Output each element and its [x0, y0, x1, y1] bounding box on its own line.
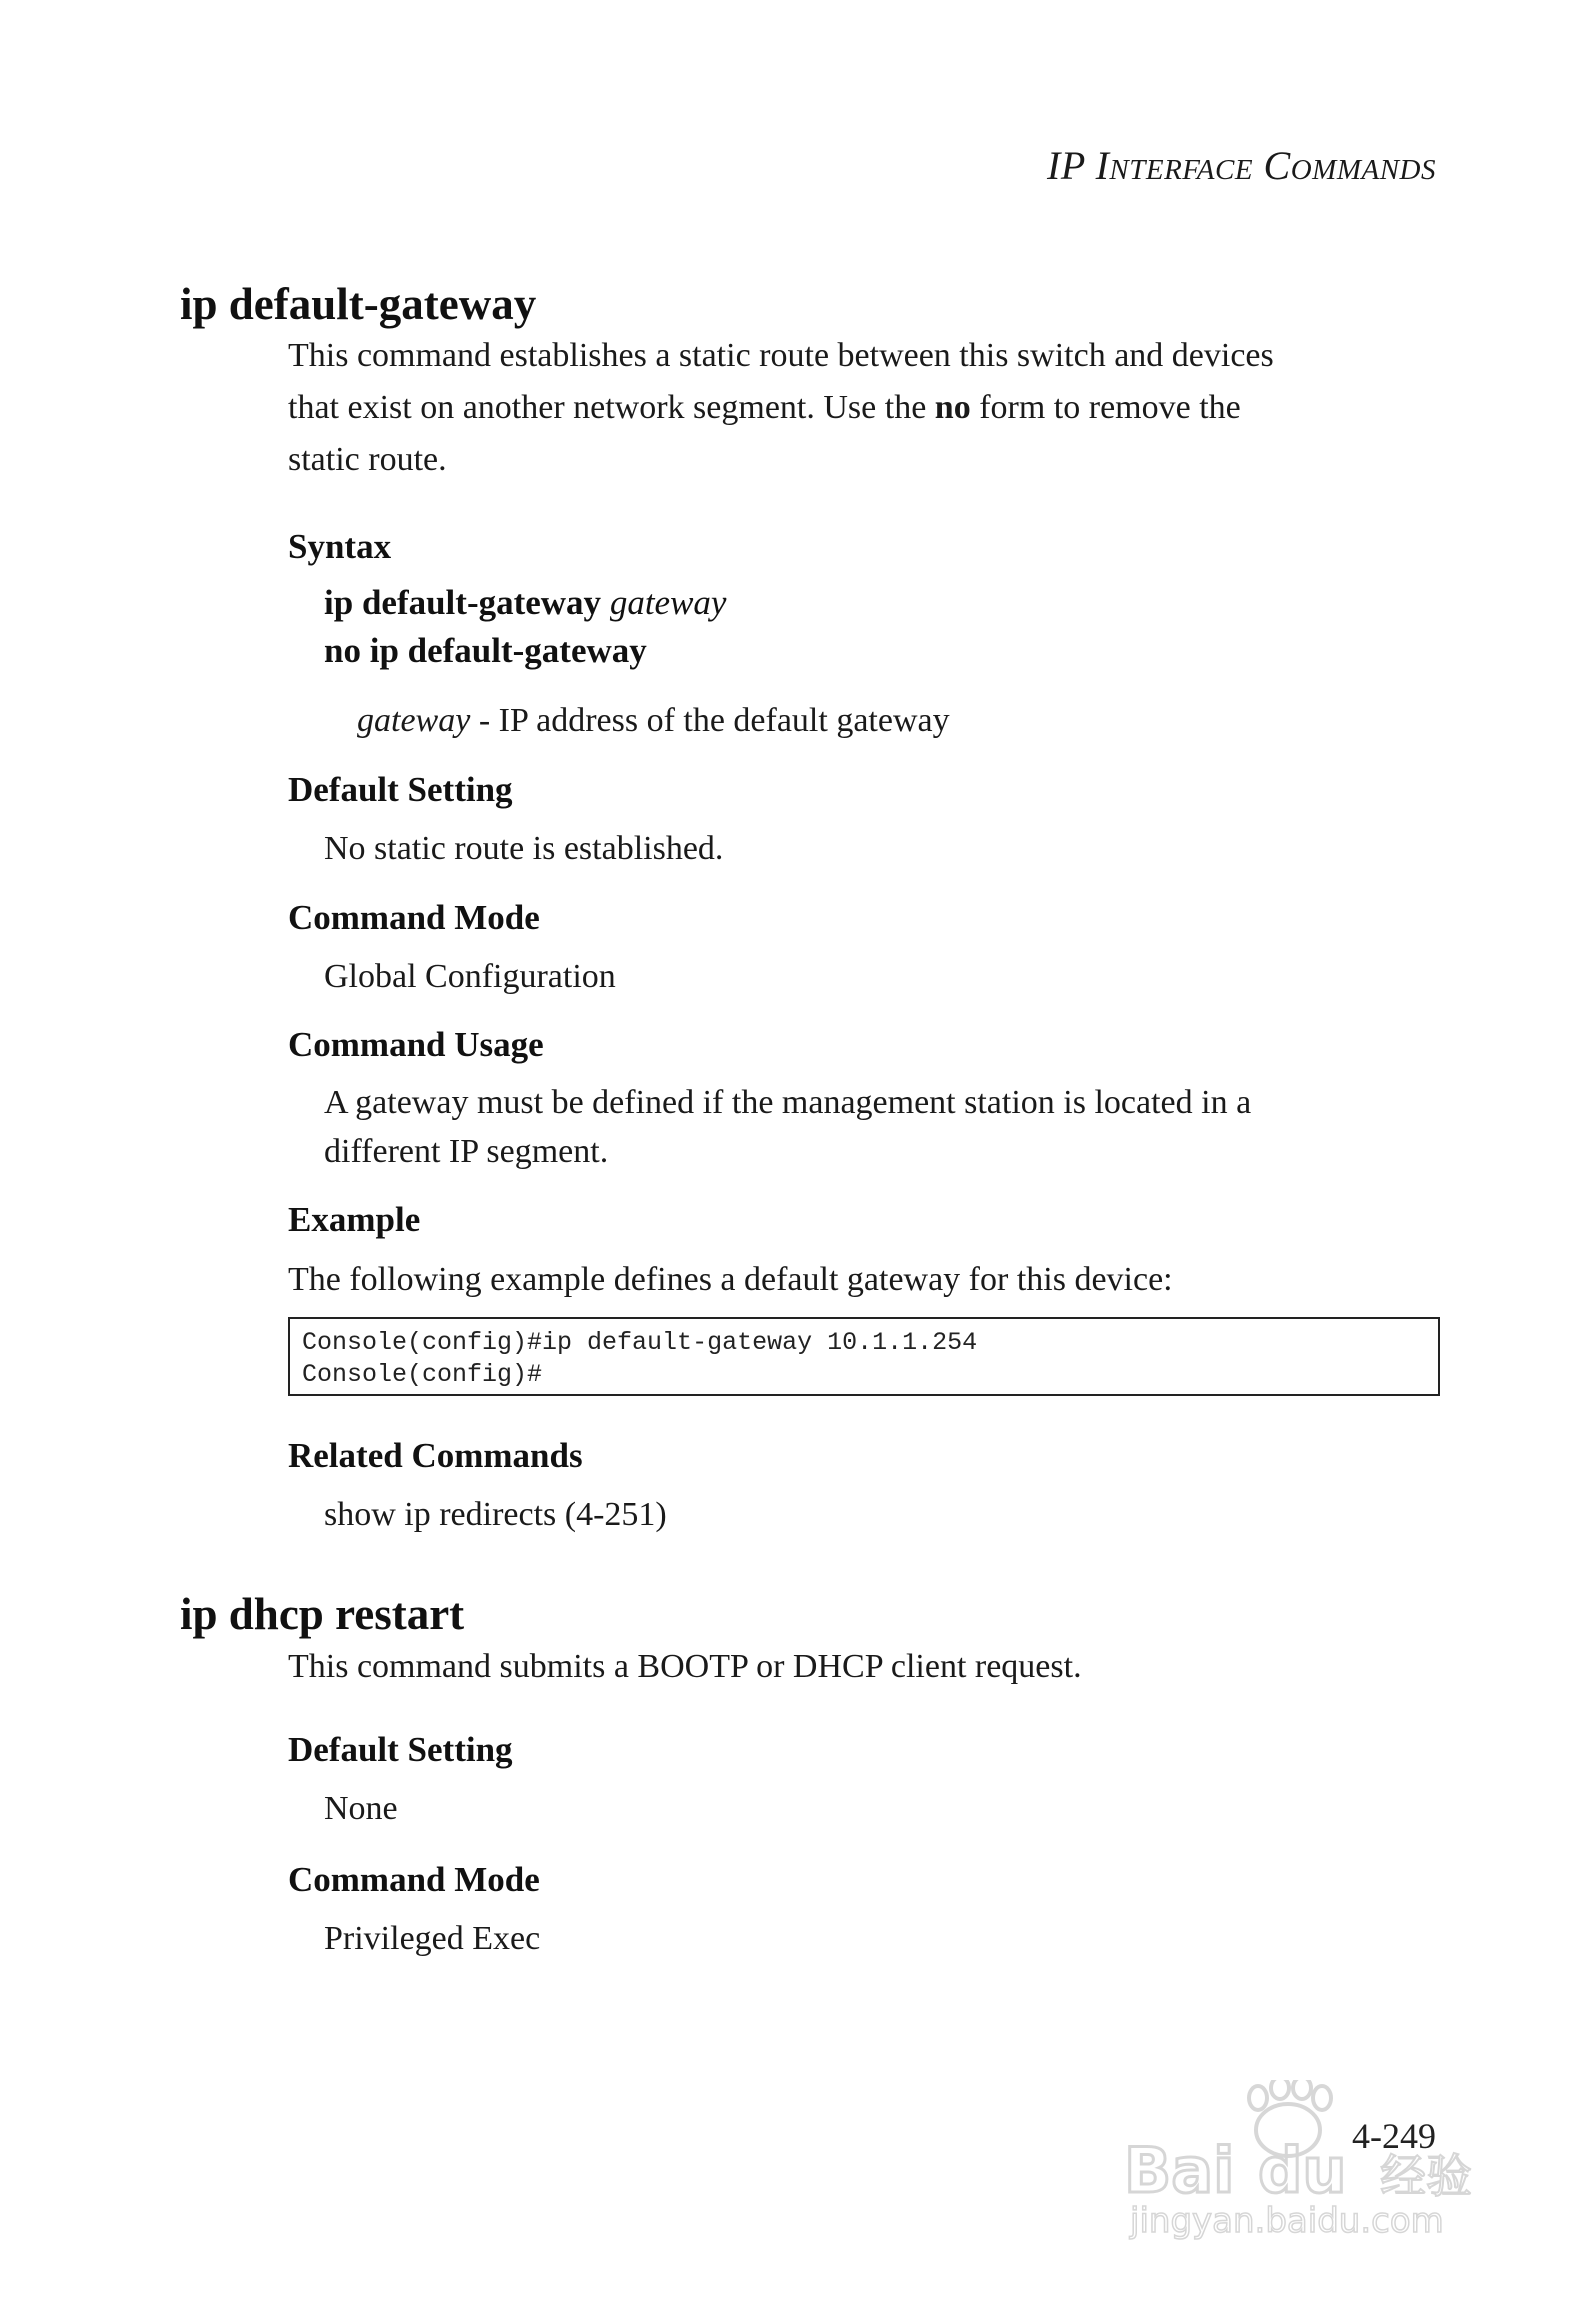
command-mode-value: Global Configuration: [324, 958, 616, 995]
example-heading: Example: [288, 1200, 421, 1239]
code-example-box: [288, 1317, 1440, 1396]
code-line: Console(config)#: [302, 1360, 543, 1389]
watermark-brand-du: du: [1258, 2134, 1347, 2207]
command-description: This command submits a BOOTP or DHCP client request.: [288, 1648, 1082, 1685]
page-number: 4-249: [1352, 2116, 1436, 2156]
command-mode-heading: Command Mode: [288, 898, 540, 937]
command-usage-heading: Command Usage: [288, 1025, 544, 1064]
command-description: This command establishes a static route between this switch and devices that exist on another network segment. Use the no form to remove the static route.: [288, 337, 1274, 478]
command-mode-value: Privileged Exec: [324, 1920, 541, 1957]
parameter-description: gateway - IP address of the default gateway: [357, 702, 950, 739]
syntax-line-2: no ip default-gateway: [324, 631, 647, 670]
example-intro: The following example defines a default gateway for this device:: [288, 1261, 1173, 1298]
code-line: Console(config)#ip default-gateway 10.1.1.254: [302, 1328, 978, 1357]
command-title-ip-dhcp-restart: ip dhcp restart: [180, 1589, 465, 1639]
command-usage-text: A gateway must be defined if the management station is located in a different IP segment.: [324, 1084, 1252, 1170]
command-title-ip-default-gateway: ip default-gateway: [180, 279, 537, 329]
watermark-url: jingyan.baidu.com: [1130, 2201, 1444, 2240]
related-commands-heading: Related Commands: [288, 1436, 583, 1475]
watermark-brand: Bai: [1124, 2134, 1235, 2207]
syntax-heading: Syntax: [288, 527, 392, 566]
default-setting-value: None: [324, 1790, 398, 1827]
related-commands-value: show ip redirects (4-251): [324, 1496, 667, 1533]
running-header: IP INTERFACE COMMANDS: [1047, 143, 1436, 188]
syntax-line-1: ip default-gateway gateway: [324, 583, 727, 622]
default-setting-heading: Default Setting: [288, 1730, 513, 1769]
command-mode-heading: Command Mode: [288, 1860, 540, 1899]
watermark-cn: 经验: [1380, 2149, 1472, 2203]
baidu-jingyan-watermark: [1118, 2080, 1488, 2240]
default-setting-heading: Default Setting: [288, 770, 513, 809]
default-setting-value: No static route is established.: [324, 830, 724, 867]
